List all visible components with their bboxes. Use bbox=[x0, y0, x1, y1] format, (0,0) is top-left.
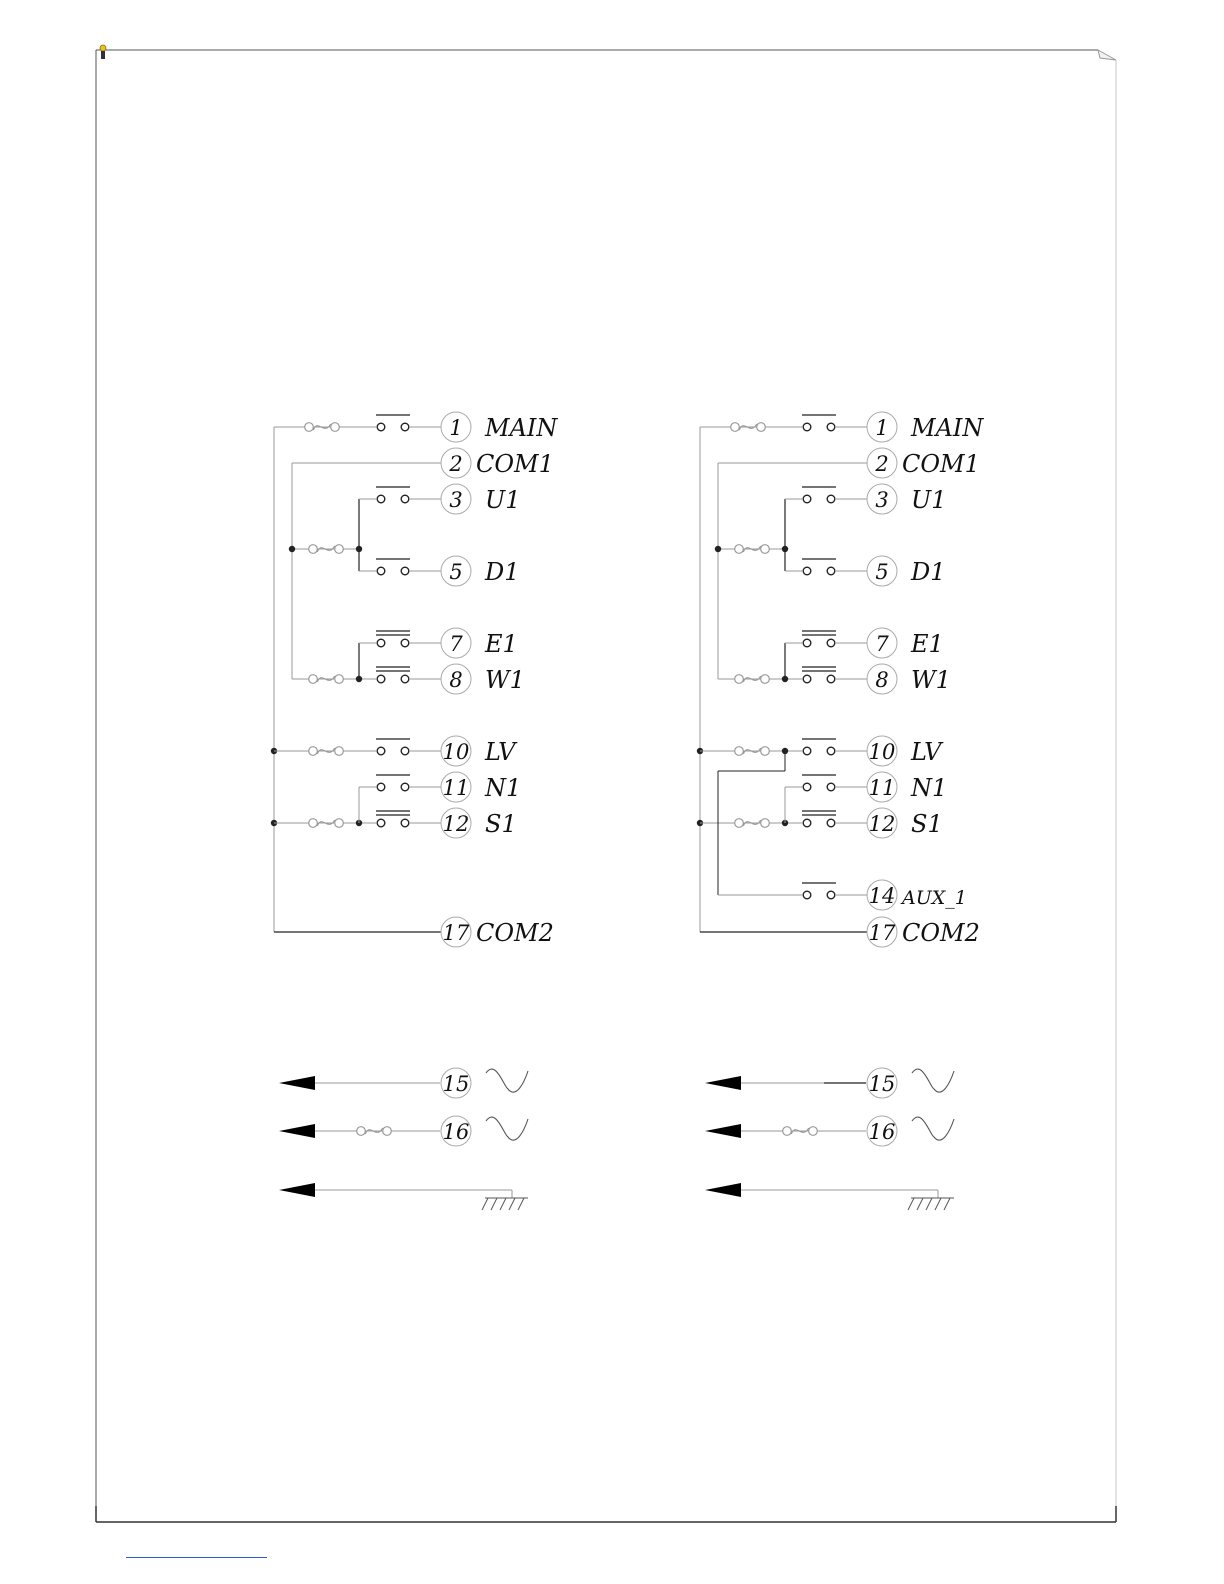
relay-contact-icon bbox=[802, 811, 836, 827]
relay-contact-icon bbox=[376, 811, 410, 827]
arrow-left-icon bbox=[279, 1076, 315, 1090]
relay-contact-icon bbox=[802, 415, 836, 431]
junction-dot bbox=[715, 546, 721, 552]
fuse-icon bbox=[735, 545, 770, 554]
terminal-label: E1 bbox=[911, 630, 944, 658]
terminal-label: D1 bbox=[485, 558, 520, 586]
terminal-number: 12 bbox=[868, 812, 896, 836]
junction-dot bbox=[289, 546, 295, 552]
fuse-icon bbox=[735, 819, 770, 828]
terminal-label: W1 bbox=[485, 666, 525, 694]
terminal-label: MAIN bbox=[485, 414, 558, 442]
pin-icon bbox=[100, 45, 106, 59]
arrow-left-icon bbox=[705, 1183, 741, 1197]
ac-sine-icon bbox=[912, 1117, 954, 1140]
terminal-number: 17 bbox=[442, 921, 470, 945]
fuse-icon bbox=[783, 1127, 818, 1136]
relay-contact-icon bbox=[802, 559, 836, 575]
wiring-diagram-left bbox=[271, 412, 559, 1210]
ac-sine-icon bbox=[486, 1069, 528, 1092]
terminal-label: D1 bbox=[911, 558, 946, 586]
terminal-number: 11 bbox=[442, 776, 470, 800]
fuse-icon bbox=[735, 675, 770, 684]
terminal-label: AUX_1 bbox=[902, 887, 967, 909]
terminal-label: W1 bbox=[911, 666, 951, 694]
terminal-number: 14 bbox=[868, 884, 896, 908]
relay-contact-icon bbox=[376, 631, 410, 647]
ac-sine-icon bbox=[486, 1117, 528, 1140]
relay-contact-icon bbox=[376, 775, 410, 791]
terminal-number: 8 bbox=[875, 668, 889, 692]
terminal-number: 1 bbox=[875, 416, 889, 440]
terminal-label: COM2 bbox=[476, 919, 554, 947]
page-frame bbox=[96, 50, 1116, 1522]
terminal-label: N1 bbox=[911, 774, 948, 802]
terminal-number: 15 bbox=[442, 1072, 470, 1096]
terminal-number: 15 bbox=[868, 1072, 896, 1096]
terminal-label: S1 bbox=[911, 810, 943, 838]
relay-contact-icon bbox=[376, 667, 410, 683]
fuse-icon bbox=[309, 545, 344, 554]
terminal-label: COM1 bbox=[902, 450, 980, 478]
terminal-number: 2 bbox=[875, 452, 889, 476]
terminal-label: MAIN bbox=[911, 414, 984, 442]
terminal-label: E1 bbox=[485, 630, 518, 658]
relay-contact-icon bbox=[376, 739, 410, 755]
fuse-icon bbox=[357, 1127, 392, 1136]
terminal-number: 8 bbox=[449, 668, 463, 692]
arrow-left-icon bbox=[705, 1124, 741, 1138]
relay-contact-icon bbox=[376, 415, 410, 431]
terminal-number: 10 bbox=[442, 740, 470, 764]
relay-contact-icon bbox=[802, 631, 836, 647]
arrow-left-icon bbox=[279, 1124, 315, 1138]
fuse-icon bbox=[731, 423, 766, 432]
ground-icon bbox=[908, 1190, 954, 1210]
relay-contact-icon bbox=[376, 487, 410, 503]
terminal-number: 2 bbox=[449, 452, 463, 476]
terminal-number: 7 bbox=[875, 632, 889, 656]
terminal-number: 3 bbox=[449, 488, 463, 512]
ac-sine-icon bbox=[912, 1069, 954, 1092]
terminal-number: 17 bbox=[868, 921, 896, 945]
ground-icon bbox=[482, 1190, 528, 1210]
terminal-label: COM1 bbox=[476, 450, 554, 478]
relay-contact-icon bbox=[802, 883, 836, 899]
terminal-number: 16 bbox=[442, 1120, 470, 1144]
footer-link-underline[interactable] bbox=[126, 1557, 267, 1558]
terminal-number: 5 bbox=[449, 560, 463, 584]
terminal-label: N1 bbox=[485, 774, 522, 802]
fuse-icon bbox=[309, 819, 344, 828]
terminal-label: S1 bbox=[485, 810, 517, 838]
terminal-number: 16 bbox=[868, 1120, 896, 1144]
terminal-number: 3 bbox=[875, 488, 889, 512]
relay-contact-icon bbox=[802, 775, 836, 791]
terminal-label: LV bbox=[485, 738, 516, 766]
relay-contact-icon bbox=[376, 559, 410, 575]
terminal-label: COM2 bbox=[902, 919, 980, 947]
terminal-label: U1 bbox=[485, 486, 521, 514]
wiring-diagram-right bbox=[697, 412, 985, 1210]
terminal-label: U1 bbox=[911, 486, 947, 514]
relay-contact-icon bbox=[802, 739, 836, 755]
terminal-label: LV bbox=[911, 738, 942, 766]
terminal-number: 12 bbox=[442, 812, 470, 836]
terminal-number: 7 bbox=[449, 632, 463, 656]
terminal-number: 1 bbox=[449, 416, 463, 440]
fuse-icon bbox=[735, 747, 770, 756]
arrow-left-icon bbox=[279, 1183, 315, 1197]
arrow-left-icon bbox=[705, 1076, 741, 1090]
relay-contact-icon bbox=[802, 667, 836, 683]
fuse-icon bbox=[309, 747, 344, 756]
fuse-icon bbox=[309, 675, 344, 684]
terminal-number: 5 bbox=[875, 560, 889, 584]
relay-contact-icon bbox=[802, 487, 836, 503]
terminal-number: 11 bbox=[868, 776, 896, 800]
terminal-number: 10 bbox=[868, 740, 896, 764]
fuse-icon bbox=[305, 423, 340, 432]
